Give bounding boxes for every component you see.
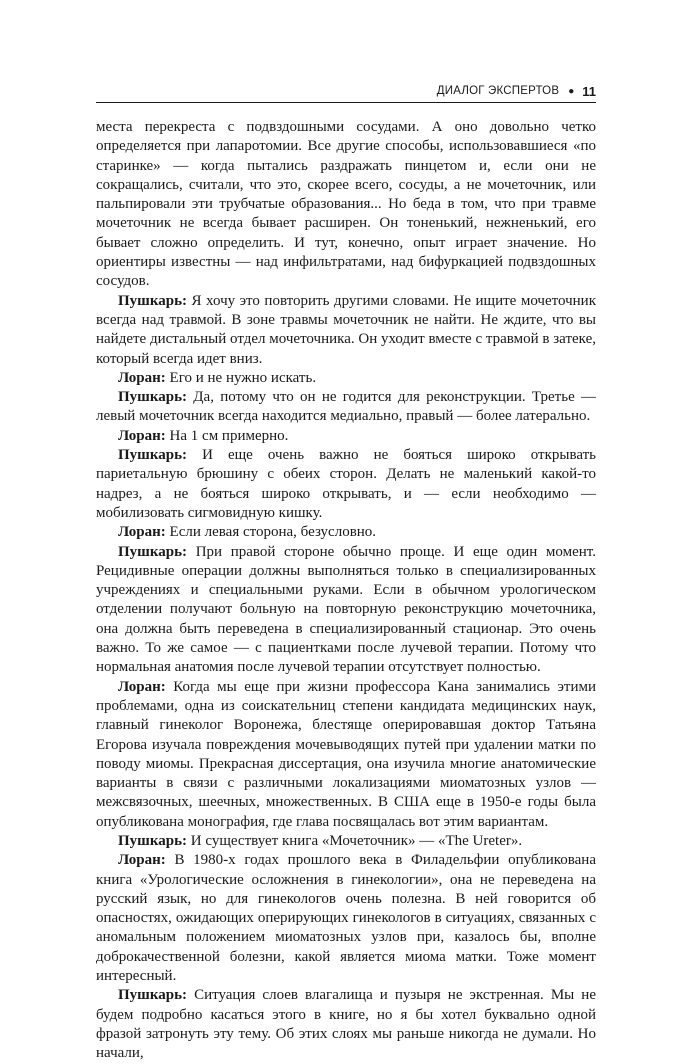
speaker-name: Лоран: xyxy=(118,427,166,444)
speaker-name: Пушкарь: xyxy=(118,832,188,849)
dialog-turn xyxy=(96,369,596,388)
dialog-turn xyxy=(96,292,596,369)
bullet-separator-icon: ● xyxy=(568,85,575,97)
speaker-name: Лоран: xyxy=(118,369,166,386)
dialog-turn xyxy=(96,446,596,523)
paragraph-text: места перекреста с подвздошными сосудами. А оно довольно четко определяется при лапаротомии. Все другие способы, использовавшиеся «по старинке» — когда пытались раздражать пинцетом и, если они не сокращались, считали, что это, скорее всего, сосуды, а не мочеточник, или пальпировали эти трубчатые образования... Но беда в том, что при травме мочеточник не всегда бывает расширен. Он тоненький, нежненький, его бывает сложно определить. И тут, конечно, опыт играет значение. Но ориентиры известны — над инфильтратами, над бифуркацией подвздошных сосудов. xyxy=(96,119,596,290)
dialog-turn xyxy=(96,851,596,986)
paragraph-text: На 1 см примерно. xyxy=(165,427,289,444)
dialog-turn xyxy=(96,388,596,427)
paragraph-text: При правой стороне обычно проще. И еще один момент. Рецидивные операции должны выполняться только в специализированных учреждениях и специальными руками. Если в обычном урологическом отделении получают больную на повторную реконструкцию мочеточника, она должна быть переведена в специализированный стационар. Это очень важно. То же самое — с пациентками после лучевой терапии. Потому что нормальная анатомия после лучевой терапии отсутствует полностью. xyxy=(96,543,596,676)
dialog-turn xyxy=(96,427,596,446)
dialog-text xyxy=(96,118,596,1064)
paragraph-continuation xyxy=(96,118,596,292)
speaker-name: Пушкарь: xyxy=(118,447,188,464)
paragraph-text: Когда мы еще при жизни профессора Кана занимались этими проблемами, одна из соискательниц степени кандидата медицинских наук, главный гинеколог Воронежа, блестяще оперировавшая доктор Татьяна Егорова изучала повреждения мочевыводящих путей при удалении матки по поводу миомы. Прекрасная диссертация, она изучила многие анатомические варианты в связи с различными локализациями миоматозных узлов — межсвязочных, шеечных, множественных. В США еще в 1950-е годы была опубликована монография, где глава посвящалась вот этим вариантам. xyxy=(96,678,596,830)
speaker-name: Пушкарь: xyxy=(118,292,188,309)
paragraph-text: В 1980-х годах прошлого века в Филадельфии опубликована книга «Урологические осложнения в гинекологии», она не переведена на русский язык, но для гинекологов очень полезна. В ней говорится об опасностях, ожидающих оперирующих гинекологов в ситуациях, связанных с аномальным положением миоматозных узлов при, казалось бы, вполне доброкачественной болезни, какой является миома матки. Тоже момент интересный. xyxy=(96,852,596,985)
running-header xyxy=(96,80,596,103)
running-title: ДИАЛОГ ЭКСПЕРТОВ xyxy=(436,85,560,97)
paragraph-text: Его и не нужно искать. xyxy=(165,369,317,386)
speaker-name: Пушкарь: xyxy=(118,389,188,406)
dialog-turn xyxy=(96,678,596,832)
speaker-name: Пушкарь: xyxy=(118,987,188,1004)
speaker-name: Лоран: xyxy=(118,852,166,869)
dialog-turn xyxy=(96,986,596,1063)
dialog-turn xyxy=(96,523,596,542)
speaker-name: Лоран: xyxy=(118,524,166,541)
paragraph-text: Я хочу это повторить другими словами. Не ищите мочеточник всегда над травмой. В зоне травмы мочеточник не найти. Не ждите, что вы найдете дистальный отдел мочеточника. Он уходит вместе с травмой в затеке, который всегда идет вниз. xyxy=(96,292,596,367)
dialog-turn xyxy=(96,832,596,851)
speaker-name: Пушкарь: xyxy=(118,543,188,560)
page-number: 11 xyxy=(582,83,596,99)
paragraph-text: Ситуация слоев влагалища и пузыря не экстренная. Мы не будем подробно касаться этого в книге, но я бы хотел буквально одной фразой затронуть эту тему. Об этих слоях мы раньше никогда не думали. Но начали, xyxy=(96,987,596,1062)
speaker-name: Лоран: xyxy=(118,678,166,695)
paragraph-text: И еще очень важно не бояться широко открывать париетальную брюшину с обеих сторон. Делать не маленький какой-то надрез, а не бояться широко открывать, и — если необходимо — мобилизовать сигмовидную кишку. xyxy=(96,447,596,521)
paragraph-text: И существует книга «Мочеточник» — «The Ureter». xyxy=(187,832,523,849)
paragraph-text: Если левая сторона, безусловно. xyxy=(165,524,377,541)
paragraph-text: Да, потому что он не годится для реконструкции. Третье — левый мочеточник всегда находится медиально, правый — более латерально. xyxy=(96,389,596,425)
dialog-turn xyxy=(96,543,596,678)
